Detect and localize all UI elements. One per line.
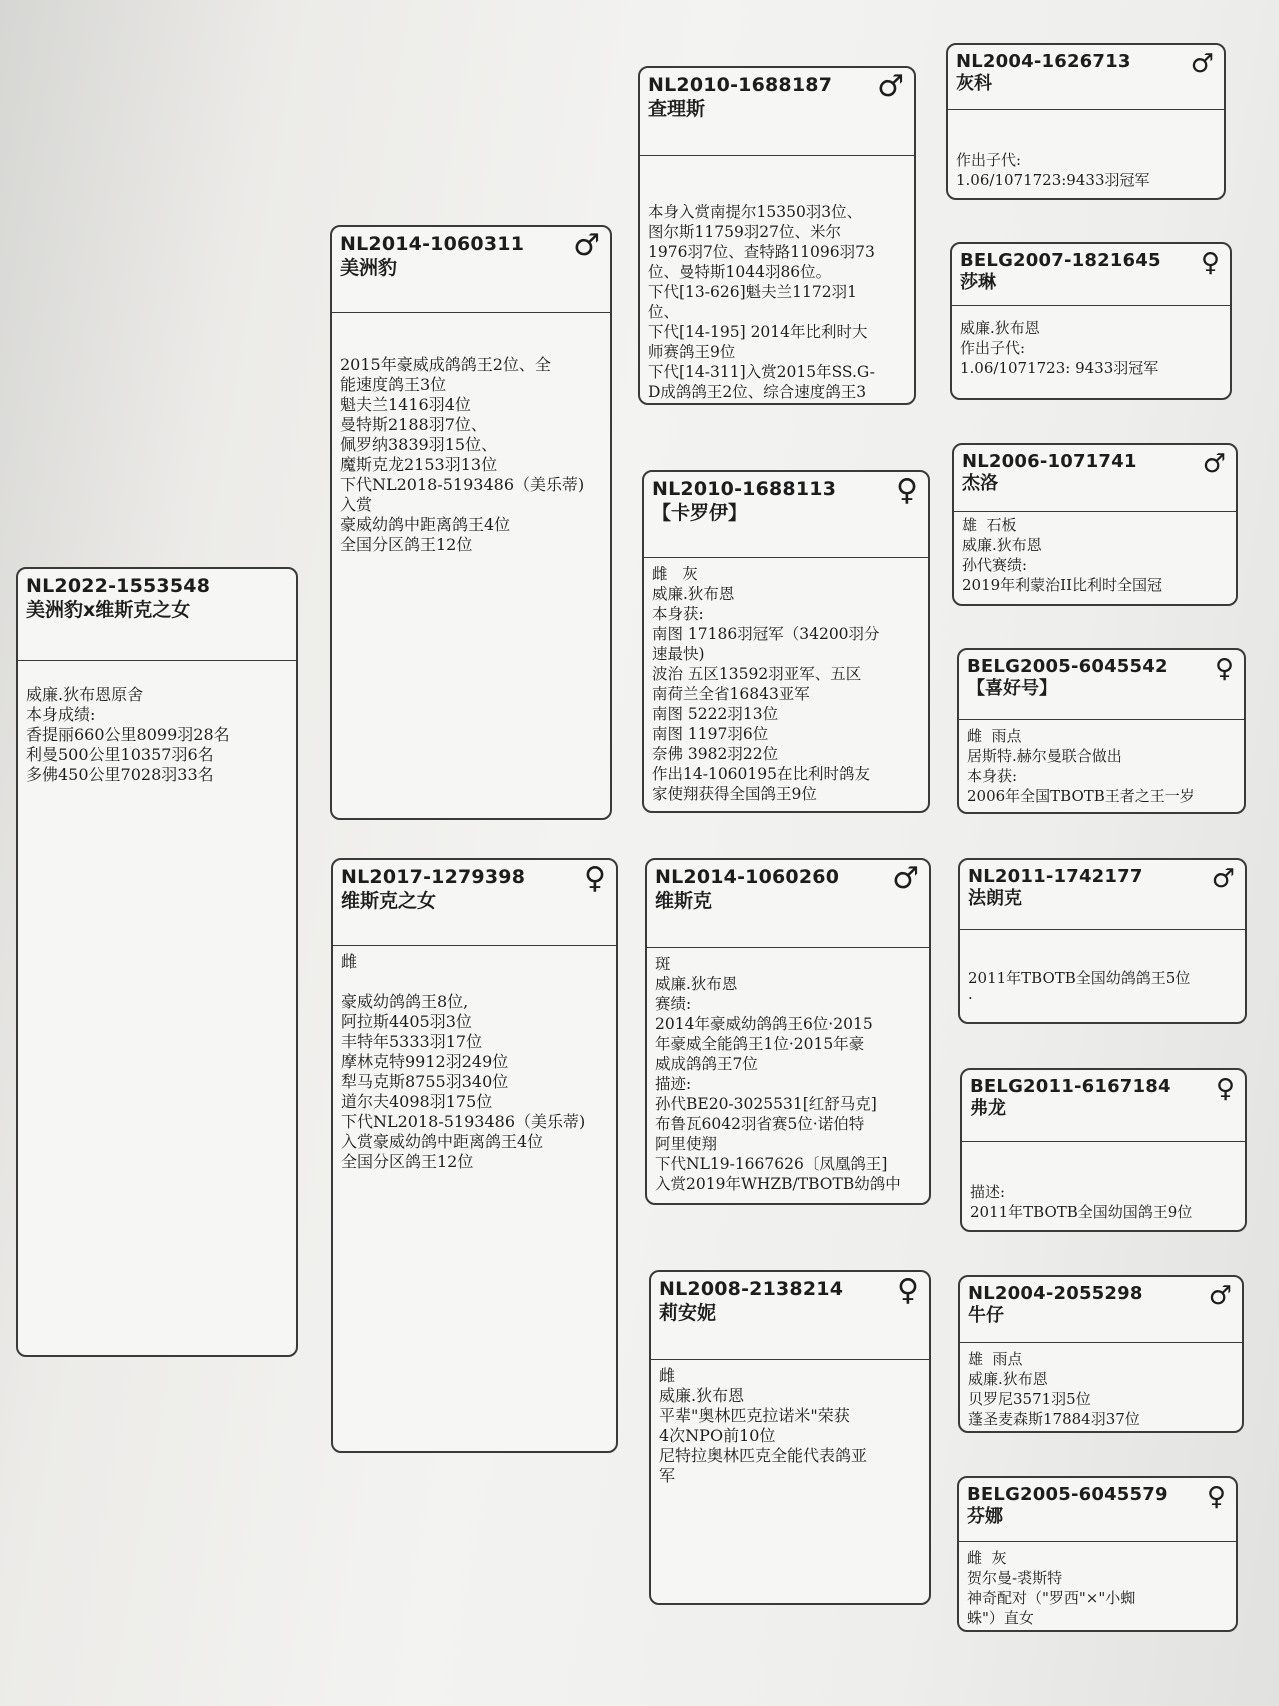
bird-name: 弗龙 — [970, 1098, 1006, 1119]
male-icon: ♂ — [892, 861, 919, 896]
bird-name: 维斯克之女 — [341, 890, 437, 912]
bird-name: 法朗克 — [968, 888, 1022, 909]
ring-number: NL2008-2138214 — [659, 1278, 844, 1300]
card-ggp-7 — [958, 1275, 1244, 1433]
card-header — [959, 1478, 1236, 1542]
card-notes: 斑 威廉.狄布恩 赛绩: 2014年豪威幼鸽鸽王6位·2015 年豪威全能鸽王1位·2015年豪 威成鸽鸽王7位 描迹: 孙代BE20-3025531[红舒马克] 布鲁瓦6042羽省赛5位·诺伯特 阿里使翔 下代NL19-1667626〔凤凰鸽王] 入赏2019年WHZB/TBOTB幼鸽中 — [655, 955, 901, 1193]
card-header — [948, 45, 1224, 110]
bird-name: 牛仔 — [968, 1305, 1004, 1326]
ring-number: NL2011-1742177 — [968, 866, 1143, 887]
ring-number: BELG2007-1821645 — [960, 250, 1161, 271]
card-header — [954, 445, 1236, 512]
ring-number: NL2010-1688113 — [652, 478, 837, 500]
card-notes: 雌 灰 威廉.狄布恩 本身获: 南图 17186羽冠军（34200羽分 速最快) 波治 五区13592羽亚军、五区 南荷兰全省16843亚军 南图 5222羽13位 南图 1197羽6位 奈佛 3982羽22位 作出14-1060195在比利时鸽友 家使翔获得全国鸽王9位 — [652, 565, 880, 803]
ring-number: NL2014-1060260 — [655, 866, 840, 888]
card-notes: 雌 灰 贺尔曼-裘斯特 神奇配对（"罗西"×"小蜘 蛛"）直女 — [967, 1549, 1136, 1627]
ring-number: NL2014-1060311 — [340, 233, 525, 255]
male-icon: ♂ — [1202, 449, 1226, 479]
card-header — [962, 1070, 1245, 1142]
ring-number: BELG2005-6045579 — [967, 1484, 1168, 1505]
card-ggp-1 — [946, 43, 1226, 200]
card-header — [952, 244, 1230, 306]
card-dam — [331, 858, 618, 1453]
card-notes: 雌 豪威幼鸽鸽王8位, 阿拉斯4405羽3位 丰特年5333羽17位 摩林克特9912羽249位 犁马克斯8755羽340位 道尔夫4098羽175位 下代NL2018-5193486（美乐蒂) 入赏豪威幼鸽中距离鸽王4位 全国分区鸽王12位 — [341, 952, 586, 1171]
female-icon: ♀ — [896, 473, 918, 508]
bird-name: 【喜好号】 — [967, 678, 1057, 699]
card-header — [960, 1277, 1242, 1343]
card-notes: 描述: 2011年TBOTB全国幼国鸽王9位 — [970, 1183, 1193, 1221]
female-icon: ♀ — [897, 1273, 919, 1308]
female-icon: ♀ — [1214, 654, 1234, 684]
card-header — [959, 650, 1244, 720]
card-notes: 作出子代: 1.06/1071723:9433羽冠军 — [956, 151, 1150, 189]
female-icon: ♀ — [1215, 1074, 1235, 1104]
card-subject — [16, 567, 298, 1357]
card-ggp-2 — [950, 242, 1232, 400]
bird-name: 美洲豹 — [340, 257, 398, 279]
card-ggp-6 — [960, 1068, 1247, 1232]
card-header — [647, 860, 929, 948]
ring-number: BELG2011-6167184 — [970, 1076, 1171, 1097]
ring-number: NL2010-1688187 — [648, 74, 833, 96]
card-notes: 雌 雨点 居斯特.赫尔曼联合做出 本身获: 2006年全国TBOTB王者之王一岁 — [967, 727, 1195, 805]
card-header — [332, 227, 610, 313]
card-granddam-2 — [649, 1270, 931, 1605]
ring-number: NL2006-1071741 — [962, 451, 1137, 472]
male-icon: ♂ — [1208, 1281, 1232, 1311]
card-grandsire-1 — [638, 66, 916, 405]
ring-number: BELG2005-6045542 — [967, 656, 1168, 677]
ring-number: NL2017-1279398 — [341, 866, 526, 888]
card-notes: 本身入赏南提尔15350羽3位、 图尔斯11759羽27位、米尔 1976羽7位、查特路11096羽73 位、曼特斯1044羽86位。 下代[13-626]魁夫兰1172羽1 位、 下代[14-195] 2014年比利时大 师赛鸽王9位 下代[14-311]入赏2015年SS.G- D成鸽鸽王2位、综合速度鸽王3 — [648, 203, 875, 401]
card-header — [18, 569, 296, 661]
bird-name: 莉安妮 — [659, 1302, 717, 1324]
card-notes: 2015年豪威成鸽鸽王2位、全 能速度鸽王3位 魁夫兰1416羽4位 曼特斯2188羽7位、 佩罗纳3839羽15位、 魔斯克龙2153羽13位 下代NL2018-5193486（美乐蒂) 入赏 豪威幼鸽中距离鸽王4位 全国分区鸽王12位 — [340, 355, 585, 554]
male-icon: ♂ — [1190, 49, 1214, 79]
card-notes: 雌 威廉.狄布恩 平辈"奥林匹克拉诺米"荣获 4次NPO前10位 尼特拉奥林匹克全能代表鸽亚 军 — [659, 1366, 868, 1485]
bird-name: 美洲豹x维斯克之女 — [26, 599, 191, 621]
card-notes: 威廉.狄布恩原舍 本身成绩: 香提丽660公里8099羽28名 利曼500公里10357羽6名 多佛450公里7028羽33名 — [26, 685, 230, 784]
female-icon: ♀ — [1206, 1482, 1226, 1512]
card-sire — [330, 225, 612, 820]
male-icon: ♂ — [877, 69, 904, 104]
card-grandsire-2 — [645, 858, 931, 1205]
ring-number: NL2022-1553548 — [26, 575, 211, 597]
card-notes: 2011年TBOTB全国幼鸽鸽王5位 · — [968, 969, 1191, 1007]
bird-name: 芬娜 — [967, 1506, 1003, 1527]
bird-name: 莎琳 — [960, 272, 996, 293]
bird-name: 灰科 — [956, 73, 992, 94]
male-icon: ♂ — [1211, 864, 1235, 894]
card-header — [651, 1272, 929, 1360]
bird-name: 维斯克 — [655, 890, 713, 912]
card-granddam-1 — [642, 470, 930, 813]
card-header — [960, 860, 1245, 930]
bird-name: 杰洛 — [962, 473, 998, 494]
female-icon: ♀ — [1200, 248, 1220, 278]
bird-name: 查理斯 — [648, 98, 706, 120]
card-ggp-5 — [958, 858, 1247, 1024]
male-icon: ♂ — [573, 228, 600, 263]
card-notes: 威廉.狄布恩 作出子代: 1.06/1071723: 9433羽冠军 — [960, 319, 1159, 377]
ring-number: NL2004-2055298 — [968, 1283, 1143, 1304]
bird-name: 【卡罗伊】 — [652, 502, 748, 524]
card-header — [644, 472, 928, 558]
female-icon: ♀ — [584, 861, 606, 896]
card-ggp-4 — [957, 648, 1246, 814]
card-header — [333, 860, 616, 946]
card-notes: 雄 石板 威廉.狄布恩 孙代赛绩: 2019年利蒙治II比利时全国冠 — [962, 516, 1163, 594]
card-ggp-8 — [957, 1476, 1238, 1632]
ring-number: NL2004-1626713 — [956, 51, 1131, 72]
card-ggp-3 — [952, 443, 1238, 606]
card-header — [640, 68, 914, 156]
card-notes: 雄 雨点 威廉.狄布恩 贝罗尼3571羽5位 蓬圣麦森斯17884羽37位 — [968, 1350, 1140, 1428]
